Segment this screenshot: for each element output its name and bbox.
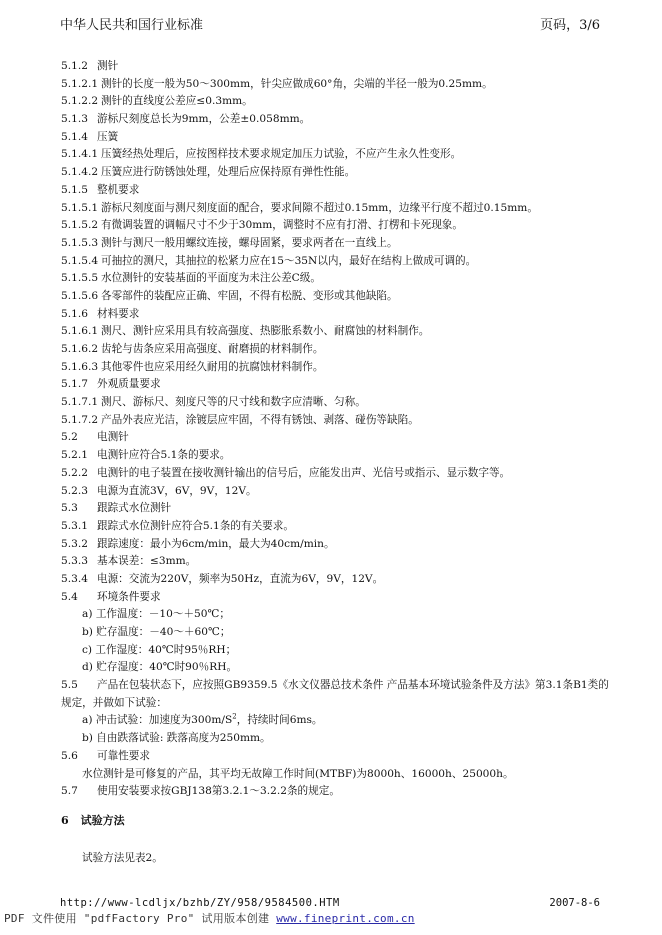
clause-text: 测针的直线度公差应≤0.3mm。	[101, 95, 253, 108]
document-body	[61, 58, 611, 801]
clause-line	[61, 182, 611, 200]
clause-text: 压簧经热处理后，应按图样技术要求规定加压力试验，不应产生永久性变形。	[101, 148, 462, 161]
clause-line	[61, 58, 611, 76]
clause-text: 电测针	[97, 431, 129, 444]
clause-text: 齿轮与齿条应采用高强度、耐磨损的材料制作。	[101, 343, 324, 355]
clause-line	[61, 359, 611, 377]
clause-line	[61, 341, 611, 359]
clause-line	[61, 164, 611, 182]
clause-text: 跟踪速度：最小为6cm/min，最大为40cm/min。	[97, 537, 335, 550]
clause-text: 各零部件的装配应正确、牢固，不得有松脱、变形或其他缺陷。	[101, 289, 398, 302]
section-6-text: 试验方法见表2。	[82, 852, 163, 864]
env-item-c: c) 工作湿度：40℃时95％RH；	[82, 643, 237, 656]
clause-number: 5.1.5.2	[61, 219, 99, 232]
clause-line	[61, 76, 611, 94]
clause-number: 5.1.5.5	[61, 272, 99, 285]
clause-line	[61, 323, 611, 341]
clause-line	[61, 146, 611, 164]
clause-text: 测针与测尺一般用螺纹连接，螺母固紧，要求两者在一直线上。	[101, 236, 398, 249]
clause-number: 5.1.5	[61, 183, 88, 196]
clause-text: 外观质量要求	[97, 378, 161, 391]
clause-text: 压簧	[97, 130, 119, 143]
clause-line	[61, 235, 611, 253]
clause-line	[61, 93, 611, 111]
clause-number: 5.1.5.6	[61, 289, 99, 302]
clause-text: 测尺、测针应采用具有较高强度、热膨胀系数小、耐腐蚀的材料制作。	[101, 325, 430, 338]
clause-line	[61, 483, 611, 501]
clause-number: 5.2.2	[61, 466, 88, 479]
clause-text: 材料要求	[97, 307, 140, 320]
clause-number: 5.1.5.3	[61, 236, 99, 249]
clause-number: 5.1.7.2	[61, 413, 99, 426]
pdf-watermark: PDF 文件使用 "pdfFactory Pro" 试用版本创建 www.fineprint.com.cn	[4, 912, 415, 925]
clause-line	[61, 270, 611, 288]
clause-number: 5.2.3	[61, 484, 88, 497]
clause-number: 5.1.4	[61, 130, 88, 143]
clause-number: 5.1.6	[61, 307, 88, 320]
clause-number: 5.1.7	[61, 378, 88, 391]
clause-text: 基本误差：≤3mm。	[97, 555, 197, 568]
clause-line	[61, 465, 611, 483]
clause-line	[61, 518, 611, 536]
clause-number: 5.3	[61, 502, 78, 515]
clause-number: 5.3.2	[61, 537, 88, 550]
clause-line	[61, 571, 611, 589]
clause-text: 整机要求	[97, 183, 140, 196]
clause-line	[61, 553, 611, 571]
clause-text: 测尺、游标尺、刻度尺等的尺寸线和数字应清晰、匀称。	[101, 396, 366, 409]
clause-number: 5.2	[61, 431, 78, 444]
clause-line	[61, 589, 611, 607]
clause-line	[61, 394, 611, 412]
clause-number: 5.1.4.2	[61, 166, 99, 179]
clause-text: 产品外表应光洁，涂镀层应牢固，不得有锈蚀、剥落、碰伤等缺陷。	[101, 413, 419, 426]
clause-text: 可抽拉的测尺，其抽拉的松紧力应在15～35N以内，最好在结构上做成可调的。	[101, 254, 477, 267]
test-item-a: a) 冲击试验：加速度为$300m/S^2$，持续时间6ms。	[82, 712, 323, 727]
clause-text: 电测针的电子装置在接收测针输出的信号后，应能发出声、光信号或指示、显示数字等。	[97, 466, 511, 479]
clause-number: 5.1.5.1	[61, 201, 99, 214]
clause-text: 产品在包装状态下，应按照GB9359.5《水文仪器总技术条件 产品基本环境试验条件及方法》第3.1条B1类的规定，并做如下试验：	[61, 679, 609, 709]
clause-text: 游标尺刻度面与测尺刻度面的配合，要求间隙不超过0.15mm，边缘平行度不超过0.15mm。	[101, 201, 538, 214]
clause-line	[61, 376, 611, 394]
clause-number: 5.1.6.1	[61, 325, 99, 338]
clause-number: 5.1.5.4	[61, 254, 99, 267]
clause-5-6-text: 水位测针是可修复的产品，其平均无故障工作时间(MTBF)为8000h、16000h、25000h。	[82, 767, 514, 780]
clause-line	[61, 288, 611, 306]
clause-number: 5.4	[61, 590, 78, 603]
clause-line	[61, 536, 611, 554]
env-item-b: b) 贮存温度：－40～＋60℃；	[82, 626, 231, 638]
clause-text: 环境条件要求	[97, 590, 161, 603]
clause-line	[61, 447, 611, 465]
env-item-d: d) 贮存湿度：40℃时90％RH。	[82, 661, 238, 674]
clause-line	[61, 253, 611, 271]
clause-number: 5.3.1	[61, 519, 88, 532]
clause-5-6: 5.6 可靠性要求	[61, 749, 150, 762]
clause-number: 5.1.6.3	[61, 360, 99, 373]
clause-text: 跟踪式水位测针应符合5.1条的有关要求。	[97, 519, 294, 532]
clause-text: 电测针应符合5.1条的要求。	[97, 449, 231, 462]
clause-number: 5.1.3	[61, 113, 88, 126]
clause-number: 5.1.2.2	[61, 95, 99, 108]
clause-text: 跟踪式水位测针	[97, 502, 172, 515]
clause-number: 5.1.2	[61, 60, 88, 72]
clause-number: 5.1.6.2	[61, 343, 99, 355]
clause-text: 测针	[97, 60, 119, 72]
clause-number: 5.1.7.1	[61, 396, 99, 409]
page-number: 页码，3/6	[540, 18, 600, 33]
section-6-heading: 6 试验方法	[61, 814, 125, 827]
clause-line	[61, 129, 611, 147]
clause-line	[61, 429, 611, 447]
footer-date: 2007-8-6	[549, 897, 600, 909]
clause-text: 水位测针的安装基面的平面度为未注公差C级。	[101, 272, 321, 285]
clause-line	[61, 217, 611, 235]
clause-text: 游标尺刻度总长为9mm，公差±0.058mm。	[97, 113, 311, 126]
test-item-b: b) 自由跌落试验: 跌落高度为250mm。	[82, 732, 271, 745]
clause-5-5	[61, 677, 611, 712]
clause-line	[61, 306, 611, 324]
clause-text: 其他零件也应采用经久耐用的抗腐蚀材料制作。	[101, 360, 324, 373]
clause-text: 电源为直流3V，6V，9V，12V。	[97, 484, 257, 497]
clause-number: 5.2.1	[61, 449, 88, 462]
footer-url: http://www-lcdljx/bzhb/ZY/958/9584500.HTM	[60, 897, 340, 909]
clause-number: 5.5	[61, 679, 78, 692]
clause-line	[61, 412, 611, 430]
clause-number: 5.1.2.1	[61, 77, 99, 90]
clause-line	[61, 111, 611, 129]
clause-number: 5.1.4.1	[61, 148, 99, 161]
header-title: 中华人民共和国行业标准	[60, 18, 204, 33]
clause-line	[61, 200, 611, 218]
clause-number: 5.3.3	[61, 555, 88, 568]
clause-text: 测针的长度一般为50～300mm，针尖应做成60°角，尖端的半径一般为0.25mm。	[101, 77, 493, 90]
watermark-link[interactable]: www.fineprint.com.cn	[276, 912, 415, 925]
clause-line	[61, 500, 611, 518]
clause-text: 电源：交流为220V，频率为50Hz，直流为6V，9V，12V。	[97, 572, 384, 585]
clause-5-7: 5.7 使用安装要求按GBJ138第3.2.1～3.2.2条的规定。	[61, 785, 340, 798]
env-item-a: a) 工作温度：－10～＋50℃；	[82, 608, 230, 621]
clause-text: 有微调装置的调幅尺寸不少于30mm，调整时不应有打滑、打楞和卡死现象。	[101, 219, 463, 232]
clause-number: 5.3.4	[61, 572, 88, 585]
clause-text: 压簧应进行防锈蚀处理，处理后应保持原有弹性性能。	[101, 166, 356, 179]
